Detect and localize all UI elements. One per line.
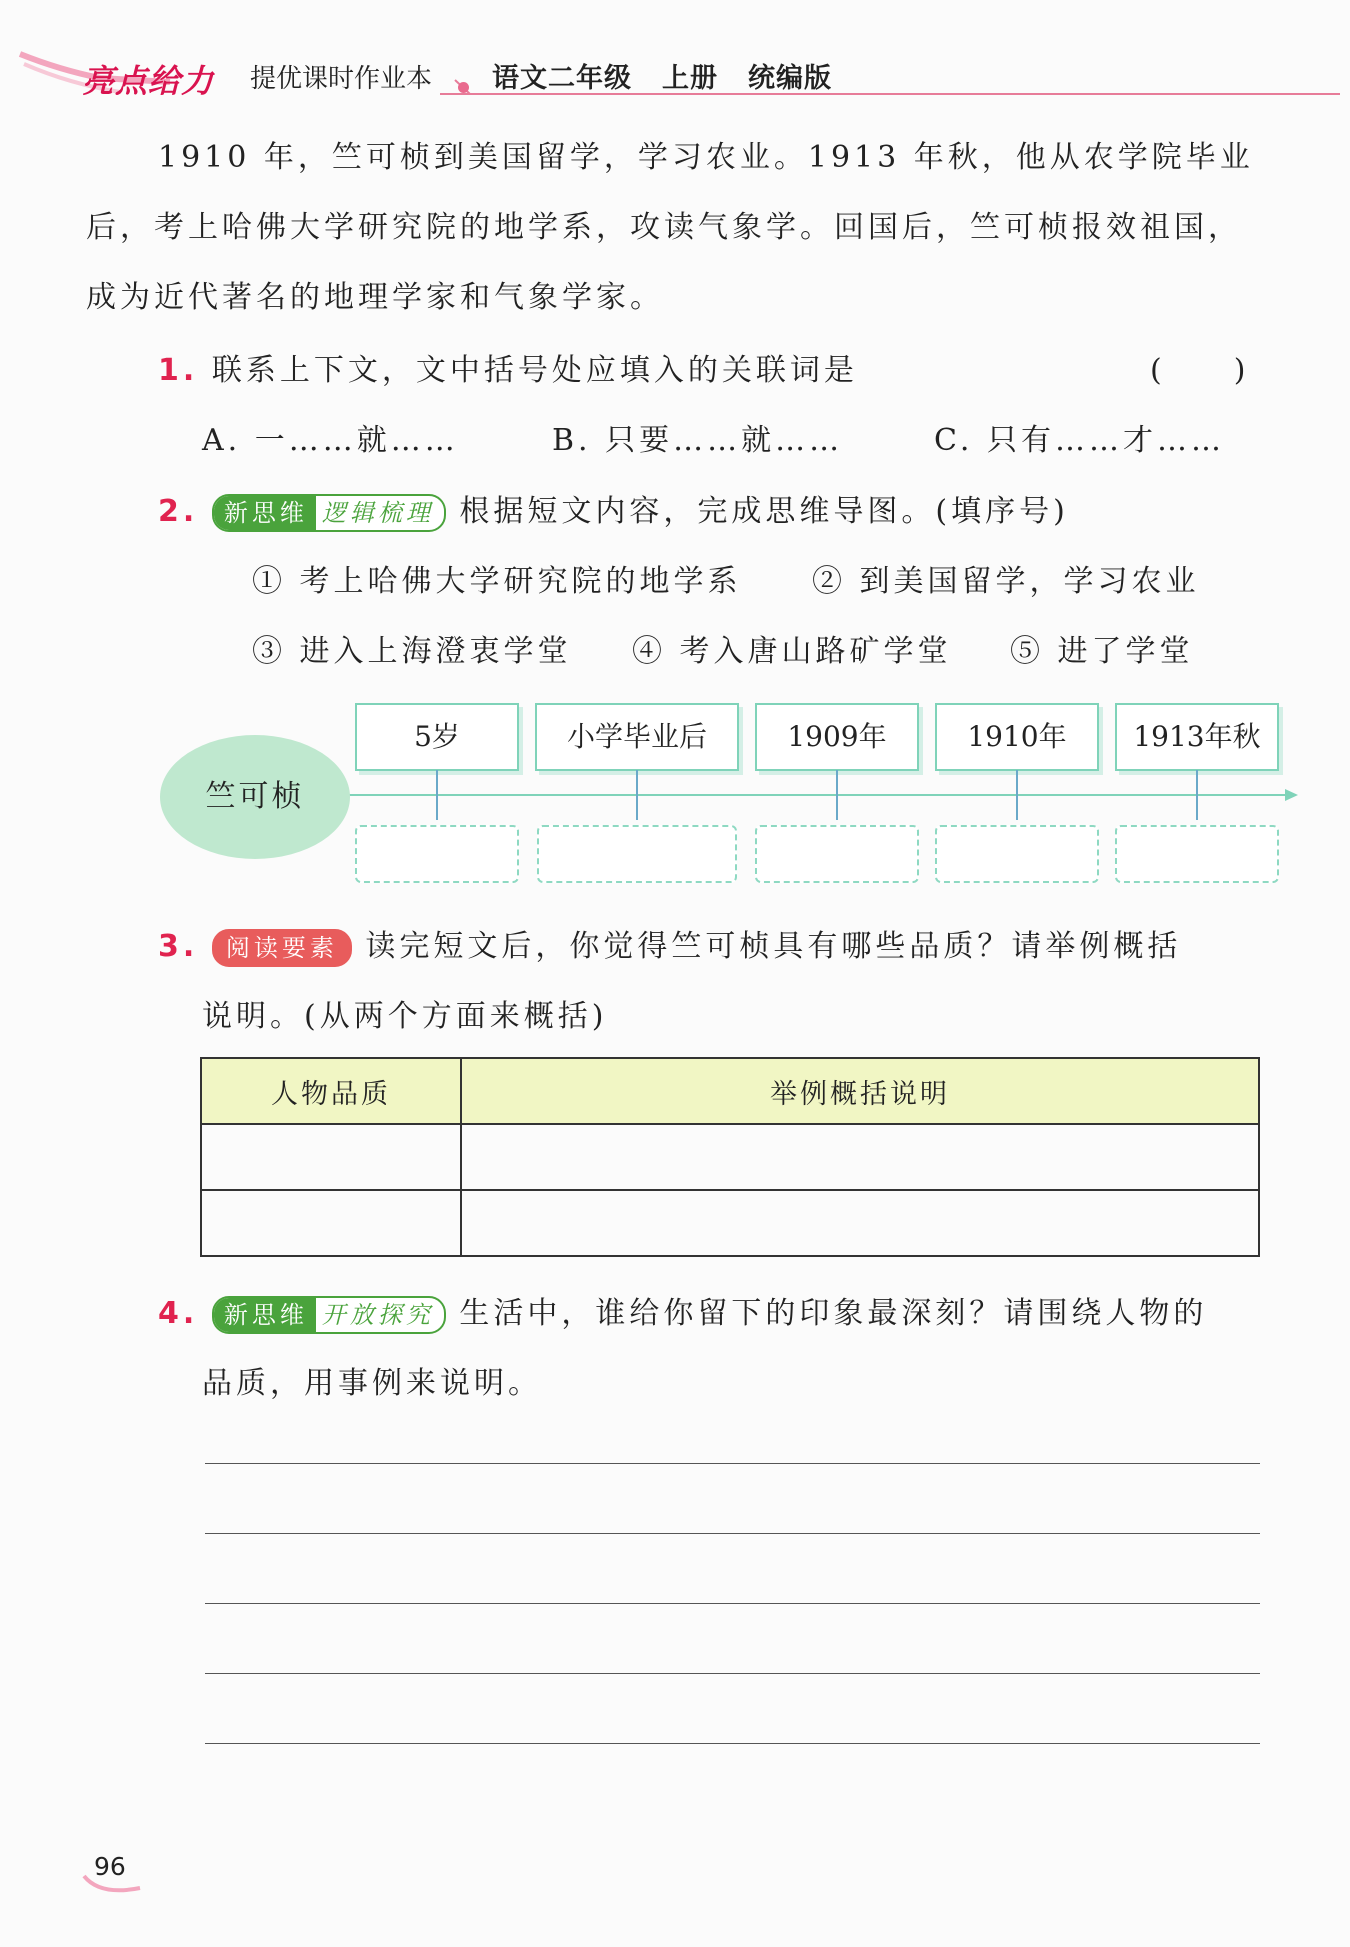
answer-box-2[interactable] xyxy=(537,825,737,883)
question-2 xyxy=(158,486,1069,532)
writing-line[interactable] xyxy=(205,1743,1260,1744)
writing-line[interactable] xyxy=(205,1533,1260,1534)
stage-box-2: 小学毕业后 xyxy=(535,703,739,771)
choice-item-5: ⑤ 进了学堂 xyxy=(1010,634,1194,669)
choice-item-2: ② 到美国留学，学习农业 xyxy=(812,564,1200,599)
stage-box-3: 1909年 xyxy=(755,703,919,771)
choice-item-4: ④ 考入唐山路矿学堂 xyxy=(632,634,952,669)
down-arrow xyxy=(1196,770,1198,820)
example-cell[interactable] xyxy=(461,1190,1259,1256)
down-arrow xyxy=(636,770,638,820)
question-3 xyxy=(158,921,1181,967)
mindmap-center: 竺可桢 xyxy=(160,735,350,859)
answer-box-3[interactable] xyxy=(755,825,919,883)
stage-box-4: 1910年 xyxy=(935,703,1099,771)
writing-line[interactable] xyxy=(205,1603,1260,1604)
question-text: 联系上下文，文中括号处应填入的关联词是 xyxy=(211,353,858,388)
volume-label: 上册 xyxy=(662,63,718,94)
question-number: 3. xyxy=(158,929,199,964)
stage-box-5: 1913年秋 xyxy=(1115,703,1279,771)
down-arrow xyxy=(1016,770,1018,820)
stage-box-1: 5岁 xyxy=(355,703,519,771)
table-header-quality: 人物品质 xyxy=(201,1058,461,1124)
quality-table xyxy=(200,1057,1260,1257)
question-text-line1: 生活中，谁给你留下的印象最深刻？请围绕人物的 xyxy=(459,1296,1208,1331)
edition-label: 统编版 xyxy=(748,63,832,94)
quality-cell[interactable] xyxy=(201,1190,461,1256)
option-b[interactable]: B. 只要……就…… xyxy=(552,423,844,458)
reading-passage: 1910 年，竺可桢到美国留学，学习农业。1913 年秋，他从农学院毕业后，考上哈佛大学研究院的地学系，攻读气象学。回国后，竺可桢报效祖国，成为近代著名的地理学家和气象学家。 xyxy=(86,140,1254,315)
example-cell[interactable] xyxy=(461,1124,1259,1190)
question-number: 1. xyxy=(158,353,199,388)
book-subtitle: 提优课时作业本 xyxy=(250,64,433,94)
table-row xyxy=(201,1190,1259,1256)
question-text-line2: 说明。(从两个方面来概括) xyxy=(202,999,608,1034)
question-text-line2: 品质，用事例来说明。 xyxy=(202,1366,542,1401)
option-a[interactable]: A. 一……就…… xyxy=(202,423,459,458)
table-header-example: 举例概括说明 xyxy=(461,1058,1259,1124)
new-thinking-tag: 新思维 逻辑梳理 xyxy=(212,494,446,532)
choice-item-3: ③ 进入上海澄衷学堂 xyxy=(252,634,572,669)
down-arrow xyxy=(436,770,438,820)
page-number: 96 xyxy=(94,1852,126,1881)
writing-line[interactable] xyxy=(205,1673,1260,1674)
answer-box-4[interactable] xyxy=(935,825,1099,883)
question-number: 4. xyxy=(158,1296,199,1331)
down-arrow xyxy=(836,770,838,820)
table-row xyxy=(201,1124,1259,1190)
question-number: 2. xyxy=(158,494,199,529)
option-c[interactable]: C. 只有……才…… xyxy=(934,423,1225,458)
reading-element-tag: 阅读要素 xyxy=(212,929,352,967)
answer-bracket[interactable]: ( ) xyxy=(1150,353,1250,388)
choice-item-1: ① 考上哈佛大学研究院的地学系 xyxy=(252,564,742,599)
question-4 xyxy=(158,1288,1207,1334)
brand-logo: 亮点给力 xyxy=(82,62,215,100)
question-1 xyxy=(158,345,858,389)
subject-label: 语文二年级 xyxy=(492,63,632,94)
question-text-line1: 读完短文后，你觉得竺可桢具有哪些品质？请举例概括 xyxy=(365,929,1182,964)
book-info xyxy=(492,56,862,95)
quality-cell[interactable] xyxy=(201,1124,461,1190)
answer-box-5[interactable] xyxy=(1115,825,1279,883)
timeline-arrow xyxy=(340,785,1300,805)
new-thinking-tag: 新思维 开放探究 xyxy=(212,1296,446,1334)
writing-line[interactable] xyxy=(205,1463,1260,1464)
question-text: 根据短文内容，完成思维导图。(填序号) xyxy=(459,494,1069,529)
answer-box-1[interactable] xyxy=(355,825,519,883)
header-dot xyxy=(458,82,469,93)
